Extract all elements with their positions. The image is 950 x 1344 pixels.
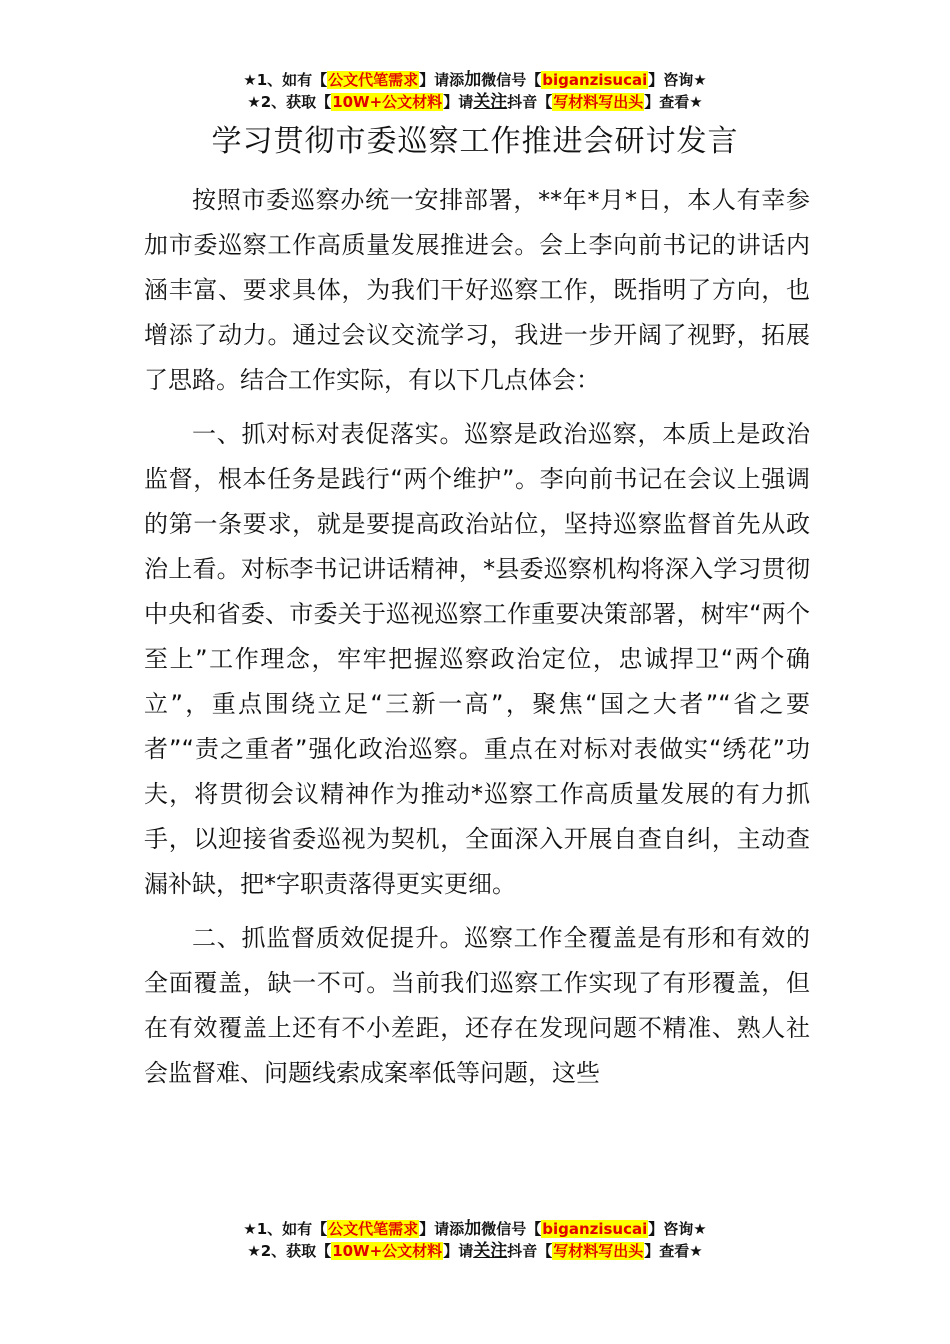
promo-line-2-lead: ★2、获取【 (247, 93, 332, 111)
promo-line-1-tail: 】咨询★ (648, 71, 707, 89)
promo-line-1-lead: ★1、如有【 (243, 1220, 328, 1238)
promo-line-1-lead: ★1、如有【 (243, 71, 328, 89)
promo-line-2-emphasis: 关注 (473, 1241, 508, 1261)
promo-line-2-tail: 】查看★ (644, 93, 703, 111)
document-title: 学习贯彻市委巡察工作推进会研讨发言 (211, 124, 739, 159)
promo-line-2-tail: 】查看★ (644, 1242, 703, 1260)
promo-line-2-emphasis: 关注 (473, 92, 508, 112)
promo-banner-bottom (0, 1218, 950, 1262)
paragraph-intro: 按照市委巡察办统一安排部署，**年*月*日，本人有幸参加市委巡察工作高质量发展推进会。会上李向前书记的讲话内涵丰富、要求具体，为我们干好巡察工作，既指明了方向，也增添了动力。通过会议交流学习，我进一步开阔了视野，拓展了思路。结合工作实际，有以下几点体会： (144, 186, 810, 394)
promo-line-2-mid: 】请 (443, 1242, 474, 1260)
promo-line-1-mid: 】请添 (419, 71, 465, 89)
promo-line-2-mid2: 抖音【 (507, 1242, 553, 1260)
promo-line-1-emphasis: 加 (464, 70, 482, 90)
promo-highlight-ghostwriting: 公文代笔需求 (328, 71, 419, 89)
paragraph-point-one: 一、抓对标对表促落实。巡察是政治巡察，本质上是政治监督，根本任务是践行“两个维护”。李向前书记在会议上强调的第一条要求，就是要提高政治站位，坚持巡察监督首先从政治上看。对标李书记讲话精神，*县委巡察机构将深入学习贯彻中央和省委、市委关于巡视巡察工作重要决策部署，树牢“两个至上”工作理念，牢牢把握巡察政治定位，忠诚捍卫“两个确立”，重点围绕立足“三新一高”，聚焦“国之大者”“省之要者”“责之重者”强化政治巡察。重点在对标对表做实“绣花”功夫，将贯彻会议精神作为推动*巡察工作高质量发展的有力抓手，以迎接省委巡视为契机，全面深入开展自查自纠，主动查漏补缺，把*字职责落得更实更细。 (144, 420, 810, 898)
promo-line-1 (0, 1218, 950, 1240)
promo-line-1-mid2: 微信号【 (481, 71, 542, 89)
paragraph-point-two: 二、抓监督质效促提升。巡察工作全覆盖是有形和有效的全面覆盖，缺一不可。当前我们巡察工作实现了有形覆盖，但在有效覆盖上还有不小差距，还存在发现问题不精准、熟人社会监督难、问题线索成案率低等问题，这些 (144, 924, 810, 1087)
promo-line-2 (0, 1240, 950, 1262)
promo-highlight-wechat-id: biganzisucai (542, 1220, 648, 1238)
promo-banner-top (0, 69, 950, 113)
promo-line-2-lead: ★2、获取【 (247, 1242, 332, 1260)
document-body (144, 178, 810, 1096)
promo-line-2 (0, 91, 950, 113)
promo-line-1-mid: 】请添 (419, 1220, 465, 1238)
promo-highlight-ghostwriting: 公文代笔需求 (328, 1220, 419, 1238)
promo-highlight-materials: 10W+公文材料 (332, 1242, 443, 1260)
promo-highlight-wechat-id: biganzisucai (542, 71, 648, 89)
promo-line-2-mid2: 抖音【 (507, 93, 553, 111)
promo-highlight-materials: 10W+公文材料 (332, 93, 443, 111)
promo-line-1 (0, 69, 950, 91)
promo-line-2-mid: 】请 (443, 93, 474, 111)
promo-highlight-douyin: 写材料写出头 (553, 1242, 644, 1260)
promo-highlight-douyin: 写材料写出头 (553, 93, 644, 111)
promo-line-1-emphasis: 加 (464, 1219, 482, 1239)
promo-line-1-tail: 】咨询★ (648, 1220, 707, 1238)
promo-line-1-mid2: 微信号【 (481, 1220, 542, 1238)
